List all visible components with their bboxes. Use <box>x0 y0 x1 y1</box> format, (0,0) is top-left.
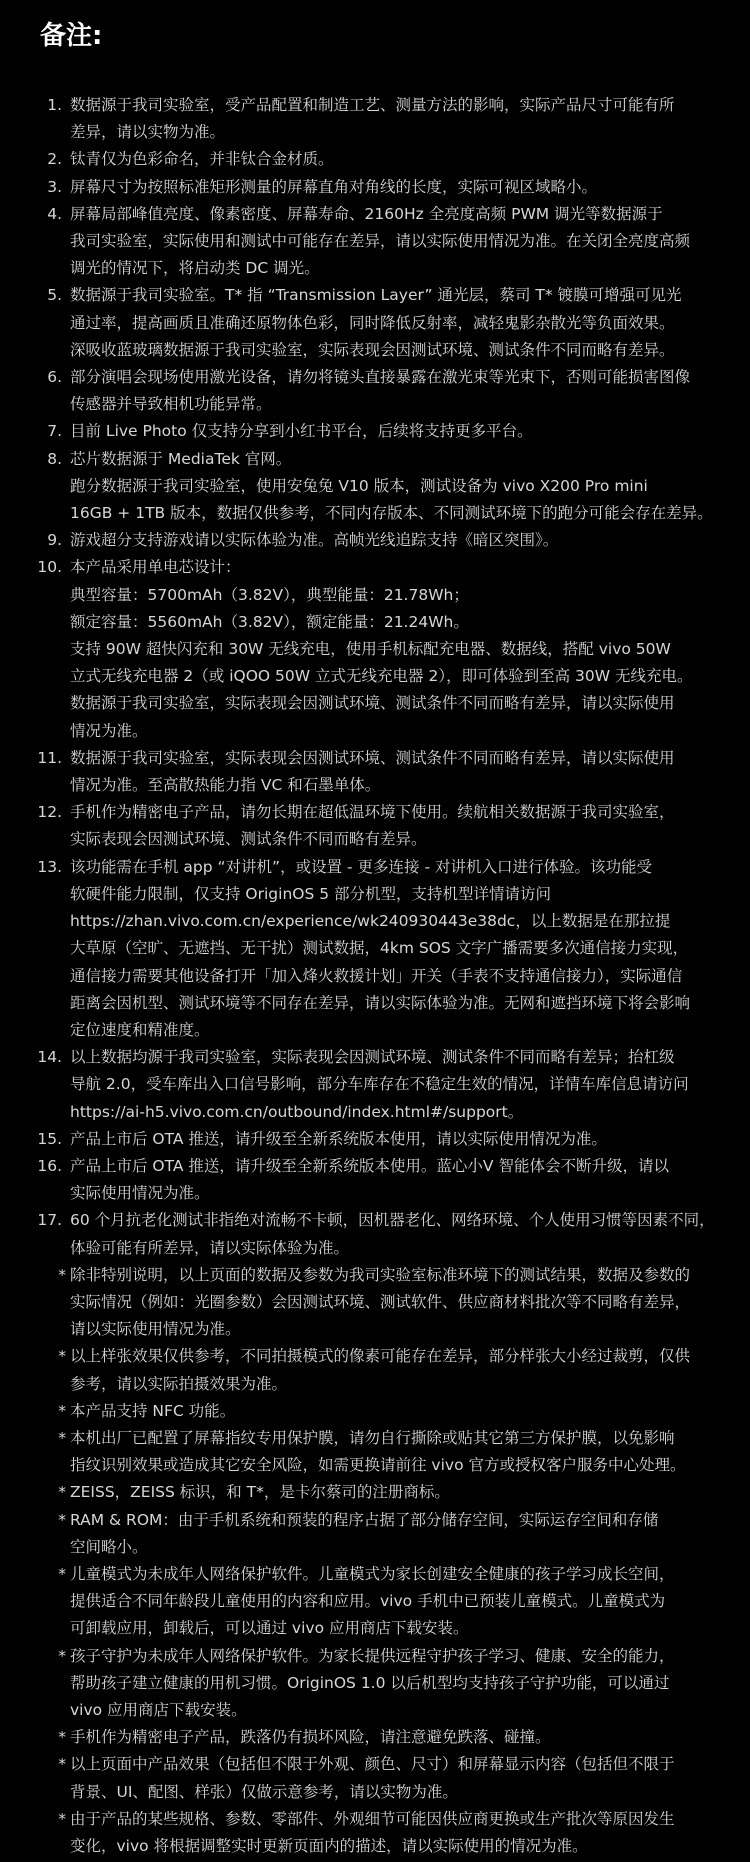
note-marker: 9. <box>47 531 62 550</box>
note-item <box>0 146 750 173</box>
note-marker: 5. <box>47 286 62 305</box>
note-text: 产品上市后 OTA 推送，请升级至全新系统版本使用，请以实际使用情况为准。 <box>70 1129 607 1148</box>
footnote-item <box>0 1806 750 1860</box>
footnote-item <box>0 1479 750 1506</box>
note-marker: 15. <box>37 1129 62 1148</box>
footnote-item <box>0 1561 750 1643</box>
note-item <box>0 418 750 445</box>
note-item <box>0 1126 750 1153</box>
note-text: 以上页面中产品效果（包括但不限于外观、颜色、尺寸）和屏幕显示内容（包括但不限于 背景、UI、配图、样张）仅做示意参考，请以实物为准。 <box>70 1755 675 1801</box>
note-text: 手机作为精密电子产品，跌落仍有损坏风险，请注意避免跌落、碰撞。 <box>70 1728 551 1747</box>
note-text: 以上样张效果仅供参考，不同拍摄模式的像素可能存在差异，部分样张大小经过裁剪，仅供 参考，请以实际拍摄效果为准。 <box>70 1347 691 1393</box>
note-item <box>0 282 750 364</box>
footnote-item <box>0 1751 750 1805</box>
note-marker: 10. <box>37 558 62 577</box>
note-text: 本产品采用单电芯设计： 典型容量：5700mAh（3.82V），典型能量：21.78Wh； 额定容量：5560mAh（3.82V），额定能量：21.24Wh。 支持 90W 超快闪充和 30W 无线充电，使用手机标配充电器、数据线，搭配 vivo 50W 立式无线充电器 2（或 iQOO 50W 立式无线充电器 2），即可体验到至高 30W 无线充电。 数据源于我司实验室，实际表现会因测试环境、测试条件不同而略有差异，请以实际使用 情况为准。 <box>70 558 693 740</box>
note-text: 由于产品的某些规格、参数、零部件、外观细节可能因供应商更换或生产批次等原因发生 变化，vivo 将根据调整实时更新页面内的描述，请以实际使用的情况为准。 <box>70 1809 675 1855</box>
note-text: 屏幕局部峰值亮度、像素密度、屏幕寿命、2160Hz 全亮度高频 PWM 调光等数据源于 我司实验室，实际使用和测试中可能存在差异，请以实际使用情况为准。在关闭全亮度高频 调光的情况下，将启动类 DC 调光。 <box>70 204 691 278</box>
note-text: 游戏超分支持游戏请以实际体验为准。高帧光线追踪支持《暗区突围》。 <box>70 531 559 550</box>
note-item <box>0 527 750 554</box>
note-marker: 16. <box>37 1156 62 1175</box>
note-item <box>0 174 750 201</box>
note-text: 数据源于我司实验室，实际表现会因测试环境、测试条件不同而略有差异，请以实际使用 情况为准。至高散热能力指 VC 和石墨单体。 <box>70 748 675 795</box>
note-text: 数据源于我司实验室。T* 指 “Transmission Layer” 通光层，蔡司 T* 镀膜可增强可见光 通过率，提高画质且准确还原物体色彩，同时降低反射率，减轻鬼影杂散光等负面效果。 深吸收蓝玻璃数据源于我司实验室，实际表现会因测试环境、测试条件不同而略有差异。 <box>70 286 682 359</box>
note-marker: * <box>58 1265 66 1284</box>
note-marker: 14. <box>37 1048 62 1067</box>
note-item <box>0 799 750 853</box>
note-item <box>0 201 750 283</box>
note-text: 60 个月抗老化测试非指绝对流畅不卡顿，因机器老化、网络环境、个人使用习惯等因素不同， 体验可能有所差异，请以实际体验为准。 <box>70 1211 715 1257</box>
footnote-item <box>0 1398 750 1425</box>
note-text: 孩子守护为未成年人网络保护软件。为家长提供远程守护孩子学习、健康、安全的能力， 帮助孩子建立健康的用机习惯。OriginOS 1.0 以后机型均支持孩子守护功能，可以通过 vivo 应用商店下载安装。 <box>70 1646 675 1719</box>
footnote-item <box>0 1343 750 1397</box>
note-text: 数据源于我司实验室，受产品配置和制造工艺、测量方法的影响，实际产品尺寸可能有所 差异，请以实物为准。 <box>70 96 675 142</box>
note-marker: * <box>58 1347 66 1366</box>
note-marker: 1. <box>47 96 62 114</box>
note-marker: 2. <box>47 150 62 169</box>
note-marker: * <box>58 1646 66 1665</box>
note-text: 部分演唱会现场使用激光设备，请勿将镜头直接暴露在激光束等光束下，否则可能损害图像 传感器并导致相机功能异常。 <box>70 368 691 414</box>
note-text: 屏幕尺寸为按照标准矩形测量的屏幕直角对角线的长度，实际可视区域略小。 <box>70 177 598 196</box>
footnote-item <box>0 1507 750 1561</box>
footnote-item <box>0 1262 750 1344</box>
note-marker: 7. <box>47 422 62 441</box>
footnote-item <box>0 1643 750 1725</box>
note-marker: 13. <box>37 857 62 876</box>
note-text: 钛青仅为色彩命名，并非钛合金材质。 <box>70 150 334 169</box>
note-text: 该功能需在手机 app “对讲机”，或设置 - 更多连接 - 对讲机入口进行体验。该功能受 软硬件能力限制，仅支持 OriginOS 5 部分机型，支持机型详情请访问 https://zhan.vivo.com.cn/experience/wk240930443e38dc，以上数据是在那拉提 大草原（空旷、无遮挡、无干扰）测试数据，4km SOS 文字广播需要多次通信接力实现， 通信接力需要其他设备打开「加入烽火救援计划」开关（手表不支持通信接力），实际通信 距离会因机型、测试环境等不同存在差异，请以实际体验为准。无网和遮挡环境下将会影响 定位速度和精准度。 <box>70 857 691 1039</box>
note-marker: 8. <box>47 449 62 468</box>
note-item <box>0 364 750 418</box>
note-marker: * <box>58 1428 66 1447</box>
note-marker: * <box>58 1755 66 1774</box>
note-item <box>0 745 750 799</box>
note-text: 除非特别说明，以上页面的数据及参数为我司实验室标准环境下的测试结果，数据及参数的 实际情况（例如：光圈参数）会因测试环境、测试软件、供应商材料批次等不同略有差异， 请以实际使用情况为准。 <box>70 1265 691 1339</box>
note-item <box>0 446 750 528</box>
notes-list <box>0 92 750 1860</box>
note-text: 儿童模式为未成年人网络保护软件。儿童模式为家长创建安全健康的孩子学习成长空间， 提供适合不同年龄段儿童使用的内容和应用。vivo 手机中已预装儿童模式。儿童模式为 可卸载应用，卸载后，可以通过 vivo 应用商店下载安装。 <box>70 1564 675 1638</box>
note-item <box>0 92 750 146</box>
note-text: 本机出厂已配置了屏幕指纹专用保护膜，请勿自行撕除或贴其它第三方保护膜，以免影响 指纹识别效果或造成其它安全风险，如需更换请前往 vivo 官方或授权客户服务中心处理。 <box>70 1428 686 1475</box>
note-marker: 11. <box>37 748 62 767</box>
note-text: 目前 Live Photo 仅支持分享到小红书平台，后续将支持更多平台。 <box>70 422 533 441</box>
note-text: RAM & ROM：由于手机系统和预装的程序占据了部分储存空间，实际运存空间和存储 空间略小。 <box>70 1510 659 1556</box>
note-text: ZEISS，ZEISS 标识，和 T*，是卡尔蔡司的注册商标。 <box>70 1483 450 1502</box>
page-title: 备注: <box>40 21 103 51</box>
note-marker: 17. <box>37 1211 62 1230</box>
note-marker: * <box>58 1564 66 1583</box>
note-marker: 3. <box>47 177 62 196</box>
note-marker: * <box>58 1510 66 1529</box>
note-text: 手机作为精密电子产品，请勿长期在超低温环境下使用。续航相关数据源于我司实验室， 实际表现会因测试环境、测试条件不同而略有差异。 <box>70 803 675 849</box>
note-text: 产品上市后 OTA 推送，请升级至全新系统版本使用。蓝心小V 智能体会不断升级，请以 实际使用情况为准。 <box>70 1156 669 1203</box>
note-marker: * <box>58 1401 66 1420</box>
footnote-item <box>0 1724 750 1751</box>
note-text: 芯片数据源于 MediaTek 官网。 跑分数据源于我司实验室，使用安兔兔 V10 版本，测试设备为 vivo X200 Pro mini 16GB + 1TB 版本，数据仅供参考，不同内存版本、不同测试环境下的跑分可能会存在差异。 <box>70 449 713 523</box>
note-item <box>0 854 750 1044</box>
note-item <box>0 1044 750 1126</box>
footnote-item <box>0 1425 750 1479</box>
note-marker: * <box>58 1483 66 1502</box>
note-marker: 4. <box>47 204 62 223</box>
note-text: 以上数据均源于我司实验室，实际表现会因测试环境、测试条件不同而略有差异；抬杠级 导航 2.0，受车库出入口信号影响，部分车库存在不稳定生效的情况，详情车库信息请访问 https://ai-h5.vivo.com.cn/outbound/index.html#/support。 <box>70 1048 689 1121</box>
note-marker: 6. <box>47 368 62 387</box>
note-item <box>0 1207 750 1261</box>
note-marker: * <box>58 1728 66 1747</box>
note-item <box>0 554 750 744</box>
note-marker: * <box>58 1809 66 1828</box>
note-text: 本产品支持 NFC 功能。 <box>70 1401 236 1420</box>
note-marker: 12. <box>37 803 62 822</box>
note-item <box>0 1153 750 1207</box>
